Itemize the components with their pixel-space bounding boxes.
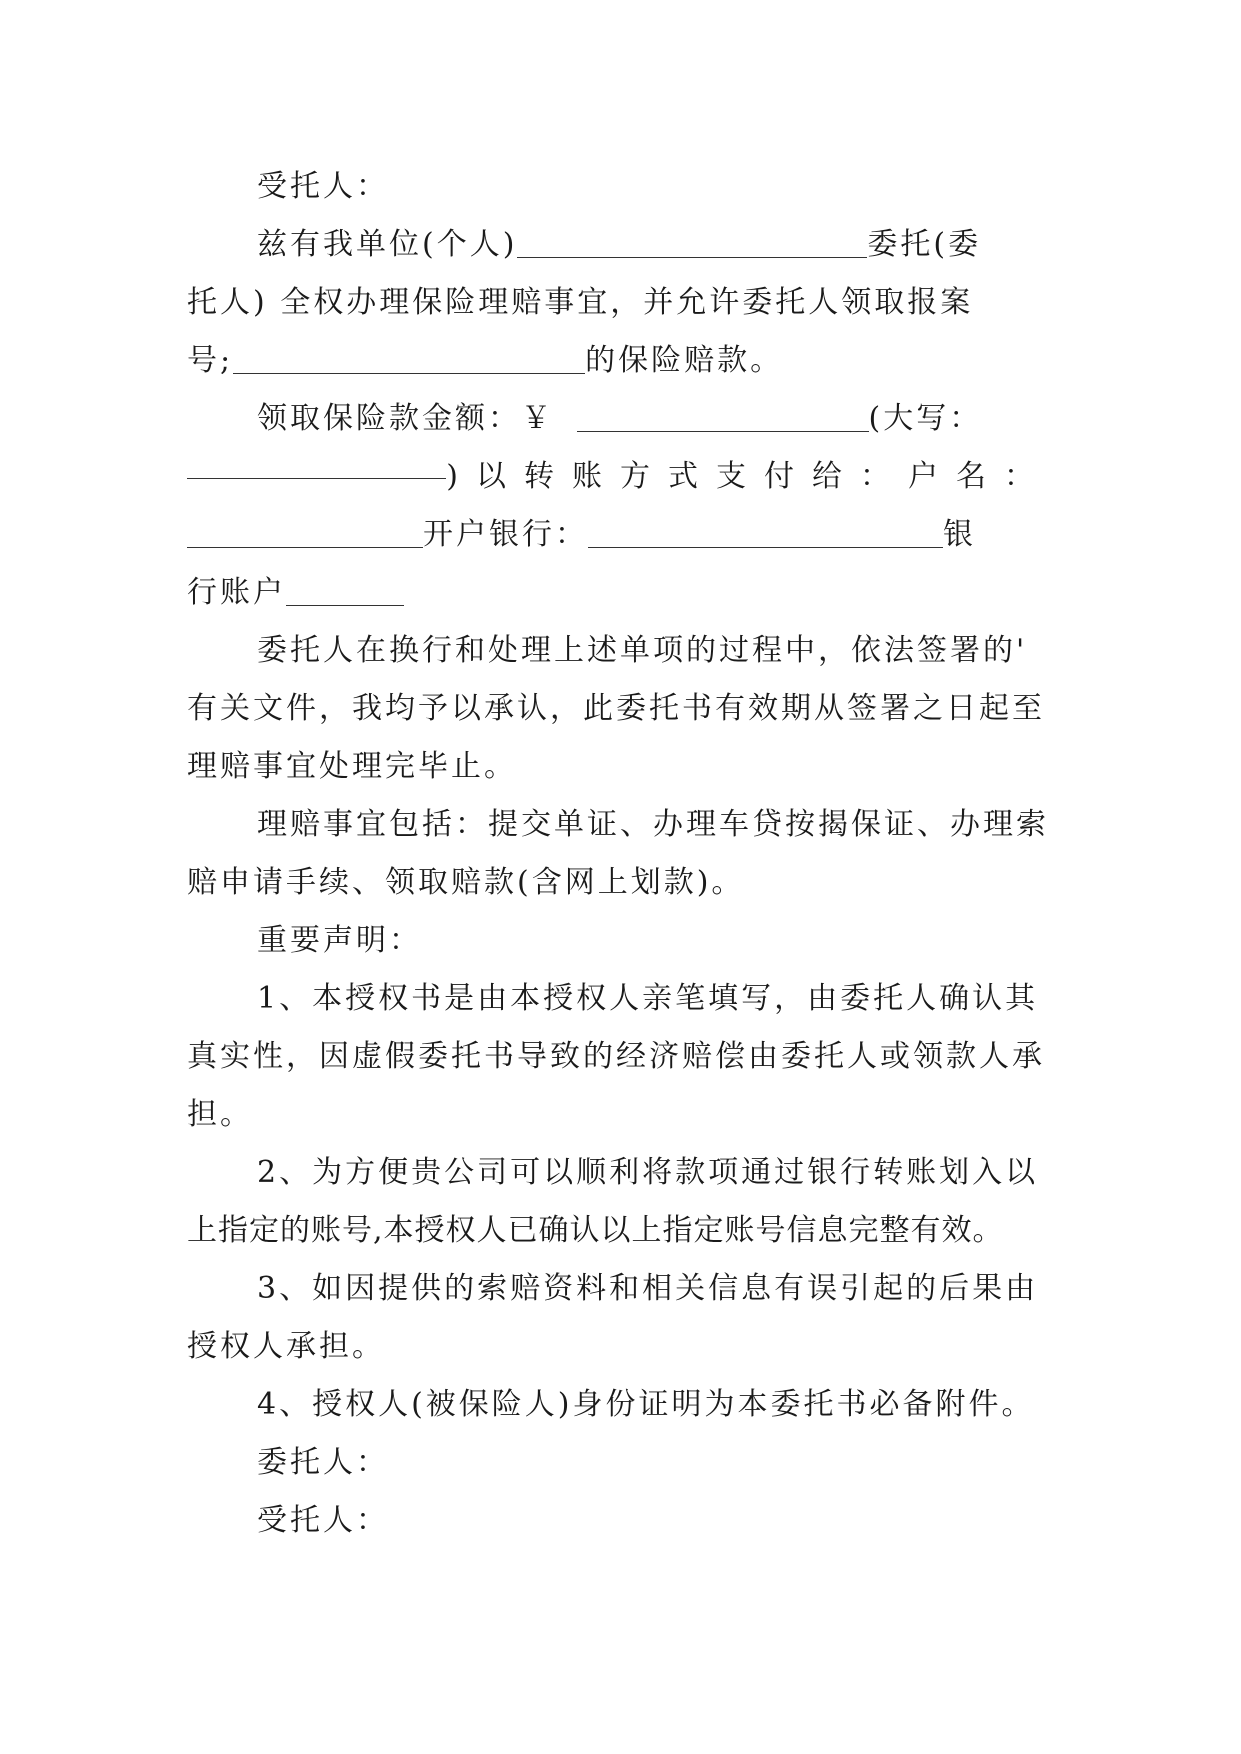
text: (大写：: [868, 401, 983, 436]
paragraph-1-line-1: [187, 216, 1052, 274]
text: 兹有我单位(个人): [257, 227, 518, 262]
paragraph-4-line-2: 赔申请手续、领取赔款(含网上划款)。: [187, 865, 745, 900]
paragraph-3-line-1: 委托人在换行和处理上述单项的过程中，依法签署的': [257, 633, 1028, 668]
blank-amount-uppercase[interactable]: [187, 448, 446, 479]
paragraph-3-line-3: 理赔事宜处理完毕止。: [187, 749, 517, 784]
trustee-signature-label: 受托人：: [257, 1503, 389, 1538]
notice-3-line-2: 授权人承担。: [187, 1329, 385, 1364]
notice-3-line-1: 3、如因提供的索赔资料和相关信息有误引起的后果由: [257, 1271, 1039, 1306]
paragraph-1-line-3: [187, 332, 1052, 390]
blank-bank-account[interactable]: [286, 575, 404, 606]
notice-1-line-1: 1、本授权书是由本授权人亲笔填写，由委托人确认其: [257, 981, 1039, 1016]
principal-signature-label: 委托人：: [257, 1445, 389, 1480]
paragraph-2-line-3: [187, 506, 1052, 564]
paragraph-3-line-2: 有关文件，我均予以承认，此委托书有效期从签署之日起至: [187, 691, 1045, 726]
blank-bank-name[interactable]: [588, 517, 943, 548]
important-notice-heading: 重要声明：: [257, 923, 422, 958]
paragraph-1-line-2: 托人) 全权办理保险理赔事宜，并允许委托人领取报案: [187, 285, 974, 320]
text: 开户银行：: [423, 517, 588, 552]
text: 银: [943, 517, 976, 552]
document-body: [187, 158, 1052, 1550]
notice-4: 4、授权人(被保险人)身份证明为本委托书必备附件。: [257, 1387, 1035, 1422]
text: 委托(委: [867, 227, 982, 262]
paragraph-2-line-4: [187, 564, 1052, 622]
text: 的保险赔款。: [585, 343, 784, 378]
notice-1-line-3: 担。: [187, 1097, 253, 1132]
paragraph-2-line-2: [187, 448, 1052, 506]
blank-unit-name[interactable]: [517, 227, 867, 258]
text: 领取保险款金额：￥: [257, 401, 554, 436]
notice-2-line-2: 上指定的账号,本授权人已确认以上指定账号信息完整有效。: [187, 1213, 1004, 1248]
blank-case-number[interactable]: [233, 343, 585, 374]
blank-account-name[interactable]: [187, 517, 423, 548]
text: 行账户: [187, 575, 286, 610]
notice-2-line-1: 2、为方便贵公司可以顺利将款项通过银行转账划入以: [257, 1155, 1039, 1190]
text: 号;: [187, 343, 234, 378]
paragraph-4-line-1: 理赔事宜包括：提交单证、办理车贷按揭保证、办理索: [257, 807, 1049, 842]
blank-amount[interactable]: [577, 401, 869, 432]
text: )以转账方式支付给：户名：: [446, 459, 1052, 494]
notice-1-line-2: 真实性，因虚假委托书导致的经济赔偿由委托人或领款人承: [187, 1039, 1045, 1074]
paragraph-2-line-1: [187, 390, 1052, 448]
trustee-label: 受托人：: [257, 169, 389, 204]
